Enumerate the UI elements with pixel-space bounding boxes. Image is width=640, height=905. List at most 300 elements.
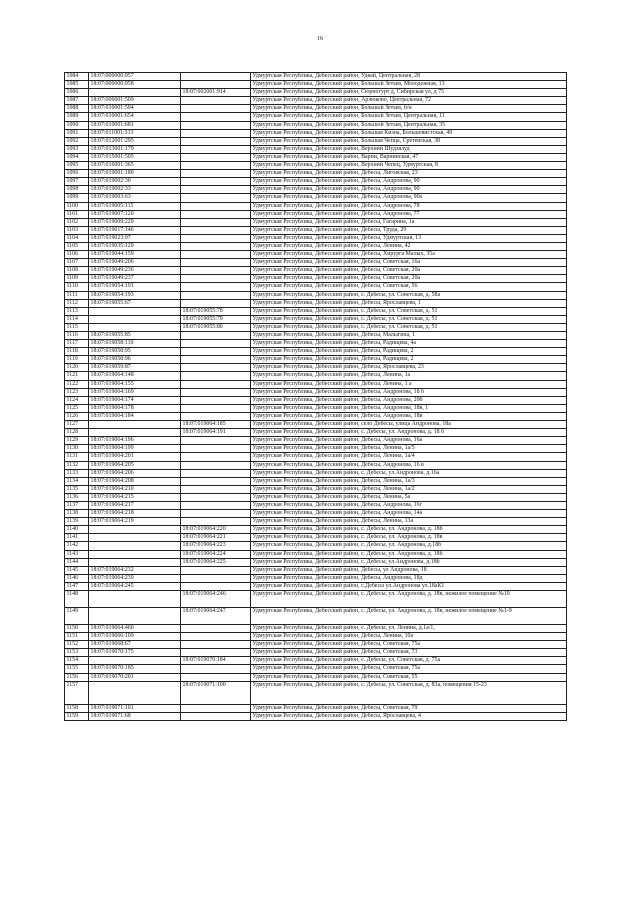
row-number-cell: 1099 — [65, 194, 89, 202]
address-cell: Удмуртская Республика, Дебесский район, Дебесы, Андронова, 90а — [251, 194, 567, 202]
premises-cadastral-number-cell: 18:07:019064:223 — [181, 542, 251, 550]
table-row — [65, 591, 567, 608]
address-cell: Удмуртская Республика, Дебесский район, Дебесы, Лиговская, 23 — [251, 170, 567, 178]
row-number-cell: 1084 — [65, 73, 89, 81]
premises-cadastral-number-cell — [181, 178, 251, 186]
cadastral-number-cell: 18:07:019064:218 — [89, 510, 181, 518]
address-cell: Удмуртская Республика, Дебесский район, с. Дебесы, ул. Советская, д. 83а, помещения 15-23 — [251, 681, 567, 704]
table-row — [65, 493, 567, 501]
cadastral-number-cell: 18:07:019064:460 — [89, 625, 181, 633]
table-row — [65, 153, 567, 161]
row-number-cell: 1152 — [65, 641, 89, 649]
table-row — [65, 404, 567, 412]
premises-cadastral-number-cell — [181, 153, 251, 161]
table-row — [65, 105, 567, 113]
cadastral-number-cell: 18:07:019068:67 — [89, 641, 181, 649]
table-row — [65, 566, 567, 574]
table-row — [65, 121, 567, 129]
page-number: 16 — [317, 36, 323, 42]
premises-cadastral-number-cell — [181, 226, 251, 234]
address-cell: Удмуртская Республика, Дебесский район, Дебесы, Советская, 20а — [251, 267, 567, 275]
row-number-cell: 1125 — [65, 404, 89, 412]
row-number-cell: 1088 — [65, 105, 89, 113]
premises-cadastral-number-cell — [181, 404, 251, 412]
row-number-cell: 1103 — [65, 226, 89, 234]
table-row — [65, 574, 567, 582]
cadastral-number-cell — [89, 429, 181, 437]
address-cell: Удмуртская Республика, Дебесский район, Дебесы, Ленина, 1а/2 — [251, 485, 567, 493]
address-cell: Удмуртская Республика, Дебесский район, Дебесы, Андронова, 78 — [251, 202, 567, 210]
table-row — [65, 97, 567, 105]
premises-cadastral-number-cell: 18:07:019064:220 — [181, 526, 251, 534]
table-row — [65, 137, 567, 145]
row-number-cell: 1105 — [65, 242, 89, 250]
address-cell: Удмуртская Республика, Дебесский район, Дебесы, Советская, 75а — [251, 641, 567, 649]
premises-cadastral-number-cell: 18:07:019064:246 — [181, 591, 251, 608]
premises-cadastral-number-cell — [181, 649, 251, 657]
address-cell: Удмуртская Республика, Дебесский район, Дебесы, Советская, 79 — [251, 704, 567, 712]
address-cell: Удмуртская Республика, Дебесский район, Дебесы, Советская, 56 — [251, 283, 567, 291]
premises-cadastral-number-cell — [181, 251, 251, 259]
address-cell: Удмуртская Республика, Дебесский район, Дебесы, Советская, 75а — [251, 665, 567, 673]
cadastral-number-cell — [89, 657, 181, 665]
cadastral-number-cell: 18:07:019064:201 — [89, 453, 181, 461]
address-cell: Удмуртская Республика, Дебесский район, с. Дебесы, ул. Андронова, д. 18в — [251, 534, 567, 542]
premises-cadastral-number-cell — [181, 340, 251, 348]
premises-cadastral-number-cell — [181, 162, 251, 170]
address-cell: Удмуртская Республика, Дебесский район, с. Дебесы, ул. Советская, д. 51 — [251, 307, 567, 315]
address-cell: Удмуртская Республика, Дебесский район, Дебесы, Ленина, 1а/3 — [251, 477, 567, 485]
premises-cadastral-number-cell — [181, 218, 251, 226]
address-cell: Удмуртская Республика, Дебесский район, Дебесы, Андронова, 77 — [251, 210, 567, 218]
premises-cadastral-number-cell: 18:07:019071:100 — [181, 681, 251, 704]
table-row — [65, 170, 567, 178]
cadastral-number-cell: 18:07:019064:178 — [89, 404, 181, 412]
table-row — [65, 633, 567, 641]
address-cell: Удмуртская Республика, Дебесский район, Дебесы, Ленина, 1а/4 — [251, 453, 567, 461]
cadastral-number-cell: 18:07:019054:191 — [89, 283, 181, 291]
cadastral-number-cell: 18:07:019064:155 — [89, 380, 181, 388]
premises-cadastral-number-cell: 18:07:019064:221 — [181, 534, 251, 542]
address-cell: Удмуртская Республика, Дебесский район, с. Дебесы, ул. Андронова, д.18б — [251, 542, 567, 550]
row-number-cell: 1093 — [65, 145, 89, 153]
address-cell: Удмуртская Республика, Дебесский район, Верхний Шудзялуд — [251, 145, 567, 153]
table-row — [65, 210, 567, 218]
table-row — [65, 649, 567, 657]
row-number-cell: 1117 — [65, 340, 89, 348]
address-cell: Удмуртская Республика, Дебесский район, Дебесы, Ленина, 1а/5 — [251, 445, 567, 453]
row-number-cell: 1149 — [65, 608, 89, 625]
row-number-cell: 1095 — [65, 162, 89, 170]
row-number-cell: 1091 — [65, 129, 89, 137]
address-cell: Удмуртская Республика, Дебесский район, Большая Кизна, Большевистская, 49 — [251, 129, 567, 137]
row-number-cell: 1113 — [65, 307, 89, 315]
cadastral-number-cell: 18:07:000000:957 — [89, 73, 181, 81]
address-cell: Удмуртская Республика, Дебесский район, Дебесы, Андронова, 20б — [251, 396, 567, 404]
premises-cadastral-number-cell — [181, 453, 251, 461]
premises-cadastral-number-cell — [181, 665, 251, 673]
address-cell: Удмуртская Республика, Дебесский район, Дебесы, Андронова, 90 — [251, 178, 567, 186]
row-number-cell: 1112 — [65, 299, 89, 307]
table-row — [65, 625, 567, 633]
row-number-cell: 1139 — [65, 518, 89, 526]
address-cell: Удмуртская Республика, Дебесский район, Большой Зетым, б/н — [251, 105, 567, 113]
premises-cadastral-number-cell — [181, 633, 251, 641]
premises-cadastral-number-cell — [181, 291, 251, 299]
cadastral-number-cell: 18:07:019064:205 — [89, 461, 181, 469]
premises-cadastral-number-cell — [181, 170, 251, 178]
address-cell: Удмуртская Республика, Дебесский район, Дебесы, Андронова, 16 в — [251, 461, 567, 469]
premises-cadastral-number-cell — [181, 194, 251, 202]
premises-cadastral-number-cell: 18:07:019064:224 — [181, 550, 251, 558]
row-number-cell: 1120 — [65, 364, 89, 372]
address-cell: Удмуртская Республика, Дебесский район, Дебесы, Ленина, 1 а — [251, 380, 567, 388]
address-cell: Удмуртская Республика, Дебесский район, Дебесы, Андронова, 16г — [251, 501, 567, 509]
premises-cadastral-number-cell — [181, 105, 251, 113]
premises-cadastral-number-cell — [181, 113, 251, 121]
address-cell: Удмуртская Республика, Дебесский район, с. Дебесы, ул. Ленина, д.1а/1, — [251, 625, 567, 633]
table-row — [65, 510, 567, 518]
row-number-cell: 1142 — [65, 542, 89, 550]
cadastral-number-cell: 18:07:019064:210 — [89, 485, 181, 493]
row-number-cell: 1116 — [65, 332, 89, 340]
cadastral-number-cell: 18:07:011001:313 — [89, 129, 181, 137]
cadastral-number-cell: 18:07:019005:115 — [89, 202, 181, 210]
cadastral-number-cell: 18:07:013001:179 — [89, 145, 181, 153]
premises-cadastral-number-cell — [181, 202, 251, 210]
address-cell: Удмуртская Республика, Дебесский район, с. Дебесы, ул. Советская, д. 51 — [251, 315, 567, 323]
premises-cadastral-number-cell — [181, 372, 251, 380]
cadastral-number-cell: 18:07:019064:232 — [89, 566, 181, 574]
row-number-cell: 1155 — [65, 665, 89, 673]
address-cell: Удмуртская Республика, Дебесский район, с. Дебесы, ул.Андронова, д.18б — [251, 558, 567, 566]
premises-cadastral-number-cell — [181, 267, 251, 275]
cadastral-number-cell: 18:07:019064:215 — [89, 493, 181, 501]
cadastral-number-cell — [89, 558, 181, 566]
premises-cadastral-number-cell — [181, 332, 251, 340]
premises-cadastral-number-cell — [181, 275, 251, 283]
table-row — [65, 518, 567, 526]
row-number-cell: 1128 — [65, 429, 89, 437]
cadastral-number-cell — [89, 323, 181, 331]
premises-cadastral-number-cell — [181, 348, 251, 356]
table-row — [65, 396, 567, 404]
cadastral-number-cell: 18:07:019017:146 — [89, 226, 181, 234]
cadastral-number-cell: 18:07:010001:594 — [89, 105, 181, 113]
table-row — [65, 267, 567, 275]
address-cell: Удмуртская Республика, Дебесский район, Дебесы, Андронова, 18в, 1 — [251, 404, 567, 412]
premises-cadastral-number-cell — [181, 283, 251, 291]
row-number-cell: 1106 — [65, 251, 89, 259]
row-number-cell: 1153 — [65, 649, 89, 657]
table-row — [65, 608, 567, 625]
address-cell: Удмуртская Республика, Дебесский район, с. Дебесы, ул. Советская, д. 75а — [251, 657, 567, 665]
table-row — [65, 477, 567, 485]
cadastral-number-cell: 18:07:019064:174 — [89, 396, 181, 404]
row-number-cell: 1123 — [65, 388, 89, 396]
address-cell: Удмуртская Республика, Дебесский район, Дебесы, Удмуртская, 13 — [251, 234, 567, 242]
row-number-cell: 1150 — [65, 625, 89, 633]
address-cell: Удмуртская Республика, Дебесский район, Дебесы, Малыгина, 1 — [251, 332, 567, 340]
cadastral-number-cell: 18:07:019064:199 — [89, 445, 181, 453]
row-number-cell: 1126 — [65, 412, 89, 420]
table-row — [65, 421, 567, 429]
row-number-cell: 1130 — [65, 445, 89, 453]
table-row — [65, 299, 567, 307]
row-number-cell: 1133 — [65, 469, 89, 477]
table-row — [65, 332, 567, 340]
cadastral-number-cell: 18:07:016001:365 — [89, 162, 181, 170]
table-row — [65, 542, 567, 550]
table-row — [65, 388, 567, 396]
premises-cadastral-number-cell — [181, 145, 251, 153]
table-row — [65, 251, 567, 259]
address-cell: Удмуртская Республика, Дебесский район, Дебесы, Ленина, 1а — [251, 372, 567, 380]
table-row — [65, 550, 567, 558]
address-cell: Удмуртская Республика, Дебесский район, Большой Зетым, Молодежная, 13 — [251, 81, 567, 89]
premises-cadastral-number-cell — [181, 493, 251, 501]
row-number-cell: 1145 — [65, 566, 89, 574]
premises-cadastral-number-cell — [181, 582, 251, 590]
premises-cadastral-number-cell — [181, 510, 251, 518]
premises-cadastral-number-cell — [181, 518, 251, 526]
cadastral-number-cell: 18:07:019002:33 — [89, 186, 181, 194]
row-number-cell: 1159 — [65, 712, 89, 720]
premises-cadastral-number-cell — [181, 186, 251, 194]
row-number-cell: 1136 — [65, 493, 89, 501]
row-number-cell: 1111 — [65, 291, 89, 299]
row-number-cell: 1144 — [65, 558, 89, 566]
cadastral-number-cell: 18:07:019058:96 — [89, 356, 181, 364]
table-row — [65, 145, 567, 153]
address-cell: Удмуртская Республика, Дебесский район, с. Дебесы, ул. Андронова, д. 18б — [251, 526, 567, 534]
premises-cadastral-number-cell — [181, 437, 251, 445]
table-row — [65, 283, 567, 291]
table-row — [65, 194, 567, 202]
register-body — [65, 73, 567, 721]
address-cell: Удмуртская Республика, Дебесский район, Большая Чепца, Сретенская, 38 — [251, 137, 567, 145]
premises-cadastral-number-cell: 18:07:019064:191 — [181, 429, 251, 437]
premises-cadastral-number-cell: 18:07:019070:184 — [181, 657, 251, 665]
cadastral-number-cell: 18:07:019049:206 — [89, 259, 181, 267]
premises-cadastral-number-cell — [181, 566, 251, 574]
table-row — [65, 186, 567, 194]
cadastral-number-cell: 18:07:019007:120 — [89, 210, 181, 218]
table-row — [65, 129, 567, 137]
premises-cadastral-number-cell — [181, 121, 251, 129]
row-number-cell: 1146 — [65, 574, 89, 582]
address-cell: Удмуртская Республика, Дебесский район, Дебесы, Андронова, 18д — [251, 574, 567, 582]
cadastral-number-cell: 18:07:019055:67 — [89, 299, 181, 307]
cadastral-number-cell — [89, 608, 181, 625]
cadastral-number-cell: 18:07:019059:87 — [89, 364, 181, 372]
table-row — [65, 372, 567, 380]
row-number-cell: 1108 — [65, 267, 89, 275]
cadastral-number-cell: 18:07:019023:97 — [89, 234, 181, 242]
premises-cadastral-number-cell — [181, 137, 251, 145]
table-row — [65, 445, 567, 453]
row-number-cell: 1086 — [65, 89, 89, 97]
address-cell: Удмуртская Республика, Дебесский район, Дебесы, Советская, 73 — [251, 649, 567, 657]
address-cell: Удмуртская Республика, Дебесский район, Дебесы, ул Андронова, 18 — [251, 566, 567, 574]
table-row — [65, 202, 567, 210]
table-row — [65, 348, 567, 356]
premises-cadastral-number-cell — [181, 299, 251, 307]
table-row — [65, 437, 567, 445]
row-number-cell: 1143 — [65, 550, 89, 558]
cadastral-number-cell: 18:07:019003:63 — [89, 194, 181, 202]
row-number-cell: 1100 — [65, 202, 89, 210]
premises-cadastral-number-cell — [181, 625, 251, 633]
cadastral-number-cell: 18:07:019070:201 — [89, 673, 181, 681]
premises-cadastral-number-cell — [181, 574, 251, 582]
cadastral-number-cell — [89, 591, 181, 608]
cadastral-number-cell: 18:07:012001:295 — [89, 137, 181, 145]
table-row — [65, 582, 567, 590]
cadastral-number-cell: 18:07:019064:169 — [89, 388, 181, 396]
table-row — [65, 657, 567, 665]
address-cell: Удмуртская Республика, Дебесский район, Дебесы, Гагарина, 1а — [251, 218, 567, 226]
row-number-cell: 1140 — [65, 526, 89, 534]
cadastral-number-cell: 18:07:019044:159 — [89, 251, 181, 259]
address-cell: Удмуртская Республика, Дебесский район, с. Дебесы, ул. Андронова, д. 18в, нежилое помещение №1-9 — [251, 608, 567, 625]
row-number-cell: 1110 — [65, 283, 89, 291]
row-number-cell: 1090 — [65, 121, 89, 129]
table-row — [65, 291, 567, 299]
cadastral-number-cell — [89, 307, 181, 315]
table-row — [65, 234, 567, 242]
table-row — [65, 461, 567, 469]
row-number-cell: 1138 — [65, 510, 89, 518]
table-row — [65, 113, 567, 121]
address-cell: Удмуртская Республика, Дебесский район, Дебесы, Ярославцева, 4 — [251, 712, 567, 720]
cadastral-number-cell — [89, 526, 181, 534]
cadastral-number-cell: 18:07:000000:958 — [89, 81, 181, 89]
address-cell: Удмуртская Республика, Дебесский район, Дебесы, Радищева, 4а — [251, 340, 567, 348]
premises-cadastral-number-cell — [181, 81, 251, 89]
table-row — [65, 681, 567, 704]
table-row — [65, 534, 567, 542]
row-number-cell: 1119 — [65, 356, 89, 364]
table-row — [65, 469, 567, 477]
row-number-cell: 1098 — [65, 186, 89, 194]
address-cell: Удмуртская Республика, Дебесский район, Верхний Чепец, Удмуртская, 8 — [251, 162, 567, 170]
row-number-cell: 1147 — [65, 582, 89, 590]
address-cell: Удмуртская Республика, Дебесский район, Дебесы, Радищева, 2 — [251, 348, 567, 356]
address-cell: Удмуртская Республика, Дебесский район, с.Дебесы ул.Андронова ул.18аК1 — [251, 582, 567, 590]
table-row — [65, 665, 567, 673]
row-number-cell: 1135 — [65, 485, 89, 493]
cadastral-number-cell: 18:07:019035:129 — [89, 242, 181, 250]
address-cell: Удмуртская Республика, Дебесский район, с. Дебесы, ул. Андронова, д. 18в, нежилое помещение №10 — [251, 591, 567, 608]
table-row — [65, 315, 567, 323]
row-number-cell: 1141 — [65, 534, 89, 542]
row-number-cell: 1096 — [65, 170, 89, 178]
premises-cadastral-number-cell — [181, 388, 251, 396]
table-row — [65, 526, 567, 534]
cadastral-number-cell: 18:07:019049:237 — [89, 275, 181, 283]
cadastral-number-cell — [89, 550, 181, 558]
premises-cadastral-number-cell — [181, 501, 251, 509]
premises-cadastral-number-cell — [181, 259, 251, 267]
address-cell: Удмуртская Республика, Дебесский район, Варни, Варнинская, 47 — [251, 153, 567, 161]
address-cell: Удмуртская Республика, Дебесский район, Дебесы, Советская, 16а — [251, 259, 567, 267]
premises-cadastral-number-cell — [181, 242, 251, 250]
row-number-cell: 1121 — [65, 372, 89, 380]
cadastral-number-cell: 18:07:019055:85 — [89, 332, 181, 340]
address-cell: Удмуртская Республика, Дебесский район, село Дебесы, улица Андронова, 18а — [251, 421, 567, 429]
address-cell: Удмуртская Республика, Дебесский район, Дебесы, Хирурга Малых, 35а — [251, 251, 567, 259]
table-row — [65, 275, 567, 283]
cadastral-number-cell — [89, 542, 181, 550]
row-number-cell: 1107 — [65, 259, 89, 267]
cadastral-number-cell: 18:07:019009:229 — [89, 218, 181, 226]
premises-cadastral-number-cell — [181, 129, 251, 137]
table-row — [65, 323, 567, 331]
table-row — [65, 412, 567, 420]
table-row — [65, 704, 567, 712]
row-number-cell: 1137 — [65, 501, 89, 509]
row-number-cell: 1094 — [65, 153, 89, 161]
address-cell: Удмуртская Республика, Дебесский район, Дебесы, Ленина, 10а — [251, 633, 567, 641]
premises-cadastral-number-cell: 18:07:019055:80 — [181, 323, 251, 331]
row-number-cell: 1089 — [65, 113, 89, 121]
premises-cadastral-number-cell — [181, 704, 251, 712]
cadastral-number-cell: 18:07:019070:185 — [89, 665, 181, 673]
table-row — [65, 558, 567, 566]
address-cell: Удмуртская Республика, Дебесский район, Большой Зетым, Центральная, 35 — [251, 121, 567, 129]
cadastral-number-cell — [89, 421, 181, 429]
cadastral-number-cell: 18:07:019066:109 — [89, 633, 181, 641]
cadastral-number-cell — [89, 534, 181, 542]
row-number-cell: 1102 — [65, 218, 89, 226]
cadastral-number-cell: 18:07:019070:175 — [89, 649, 181, 657]
address-cell: Удмуртская Республика, Дебесский район, с. Дебесы, ул.Андронова, д.16а — [251, 469, 567, 477]
row-number-cell: 1109 — [65, 275, 89, 283]
address-cell: Удмуртская Республика, Дебесский район, с. Дебесы, ул. Советская, д. 51 — [251, 323, 567, 331]
cadastral-number-cell: 18:07:019064:184 — [89, 412, 181, 420]
table-row — [65, 380, 567, 388]
address-cell: Удмуртская Республика, Дебесский район, Дебесы, Ярославцева, 23 — [251, 364, 567, 372]
row-number-cell: 1158 — [65, 704, 89, 712]
row-number-cell: 1154 — [65, 657, 89, 665]
cadastral-number-cell: 18:07:019002:30 — [89, 178, 181, 186]
table-row — [65, 356, 567, 364]
row-number-cell: 1092 — [65, 137, 89, 145]
row-number-cell: 1085 — [65, 81, 89, 89]
cadastral-number-cell: 18:07:019064:245 — [89, 582, 181, 590]
cadastral-number-cell: 18:07:019071:101 — [89, 704, 181, 712]
premises-cadastral-number-cell: 18:07:002001:914 — [181, 89, 251, 97]
premises-cadastral-number-cell — [181, 356, 251, 364]
address-cell: Удмуртская Республика, Дебесский район, с. Дебесы, ул. Андронова, д. 18б — [251, 550, 567, 558]
row-number-cell: 1122 — [65, 380, 89, 388]
premises-cadastral-number-cell — [181, 673, 251, 681]
table-row — [65, 178, 567, 186]
address-cell: Удмуртская Республика, Дебесский район, Дебесы, Андронова, 90 — [251, 186, 567, 194]
address-cell: Удмуртская Республика, Дебесский район, Дебесы, Андронова, 16а — [251, 437, 567, 445]
table-row — [65, 218, 567, 226]
premises-cadastral-number-cell — [181, 210, 251, 218]
table-row — [65, 73, 567, 81]
address-cell: Удмуртская Республика, Дебесский район, Дебесы, Радищева, 2 — [251, 356, 567, 364]
table-row — [65, 226, 567, 234]
premises-cadastral-number-cell — [181, 641, 251, 649]
table-row — [65, 641, 567, 649]
table-row — [65, 364, 567, 372]
cadastral-number-cell: 18:07:019054:193 — [89, 291, 181, 299]
cadastral-number-cell: 18:07:019058:119 — [89, 340, 181, 348]
